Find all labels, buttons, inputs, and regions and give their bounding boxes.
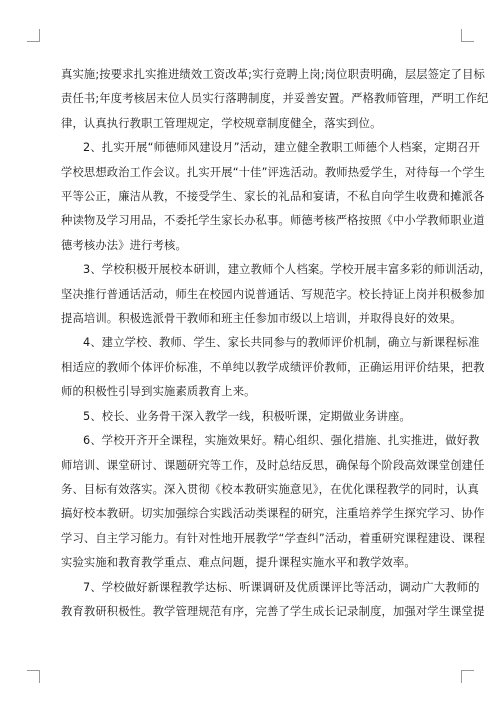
text-line: 真实施;按要求扎实推进绩效工资改革;实行竞聘上岗;岗位职责明确，层层签定了目标 (61, 68, 485, 81)
text-line: 实验实施和教育教学重点、难点问题，提升课程实施水平和教学效率。 (61, 556, 416, 570)
text-line: 6、学校开齐开全课程，实施效果好。精心组织、强化措施、扎实推进，做好教 (83, 434, 480, 448)
crop-mark-bottom-right (461, 670, 474, 683)
text-line: 5、校长、业务骨干深入教学一线，积极听课，定期做业务讲座。 (83, 409, 411, 423)
crop-mark-top-left (27, 29, 40, 42)
text-line: 3、学校积极开展校本研训，建立教师个人档案。学校开展丰富多彩的师训活动， (83, 263, 491, 277)
text-line: 2、扎实开展“师德师风建设月”活动，建立健全教职工师德个人档案，定期召开 (83, 141, 481, 155)
text-line: 4、建立学校、教师、学生、家长共同参与的教师评价机制，确立与新课程标准 (83, 336, 480, 350)
text-line: 德考核办法》进行考核。 (61, 238, 187, 252)
text-line: 责任书;年度考核居末位人员实行落聘制度，并妥善安置。严格教师管理，严明工作纪 (61, 92, 489, 106)
text-line: 务、目标有效落实。深入贯彻《校本教研实施意见》，在优化课程教学的同时，认真 (61, 482, 479, 496)
text-line: 教育教研积极性。教学管理规范有序，完善了学生成长记录制度，加强对学生课堂提 (61, 604, 485, 618)
text-line: 种读物及学习用品，不委托学生家长办私事。师德考核严格按照《中小学教师职业道 (61, 214, 485, 228)
crop-mark-bottom-left (27, 670, 40, 683)
text-line: 师的积极性引导到实施素质教育上来。 (61, 385, 256, 399)
text-line: 相适应的教师个体评价标准，不单纯以教学成绩评价教师，正确运用评价结果，把教 (61, 360, 485, 374)
text-line: 平等公正，廉洁从教，不接受学生、家长的礼品和宴请，不私自向学生收费和摊派各 (61, 190, 485, 204)
text-line: 坚决推行普通话活动，师生在校园内说普通话、写规范字。校长持证上岗并积极参加 (61, 287, 485, 301)
text-line: 7、学校做好新课程教学达标、听课调研及优质课评比等活动，调动广大教师的 (83, 580, 480, 594)
document-body (61, 63, 491, 624)
text-line: 搞好校本教研。切实加强综合实践活动类课程的研究，注重培养学生探究学习、协作 (61, 507, 485, 521)
text-line: 学校思想政治工作会议。扎实开展“十佳”评选活动。教师热爱学生，对待每一个学生 (61, 165, 486, 179)
text-line: 师培训、课堂研讨、课题研究等工作，及时总结反思，确保每个阶段高效课堂创建任 (61, 458, 485, 472)
text-line: 学习、自主学习能力。有针对性地开展教学“学查纠”活动，着重研究课程建设、课程 (61, 531, 486, 545)
crop-mark-top-right (461, 29, 474, 42)
text-line: 律，认真执行教职工管理规定，学校规章制度健全，落实到位。 (61, 116, 382, 130)
text-line: 提高培训。积极选派骨干教师和班主任参加市级以上培训，并取得良好的效果。 (61, 312, 462, 326)
